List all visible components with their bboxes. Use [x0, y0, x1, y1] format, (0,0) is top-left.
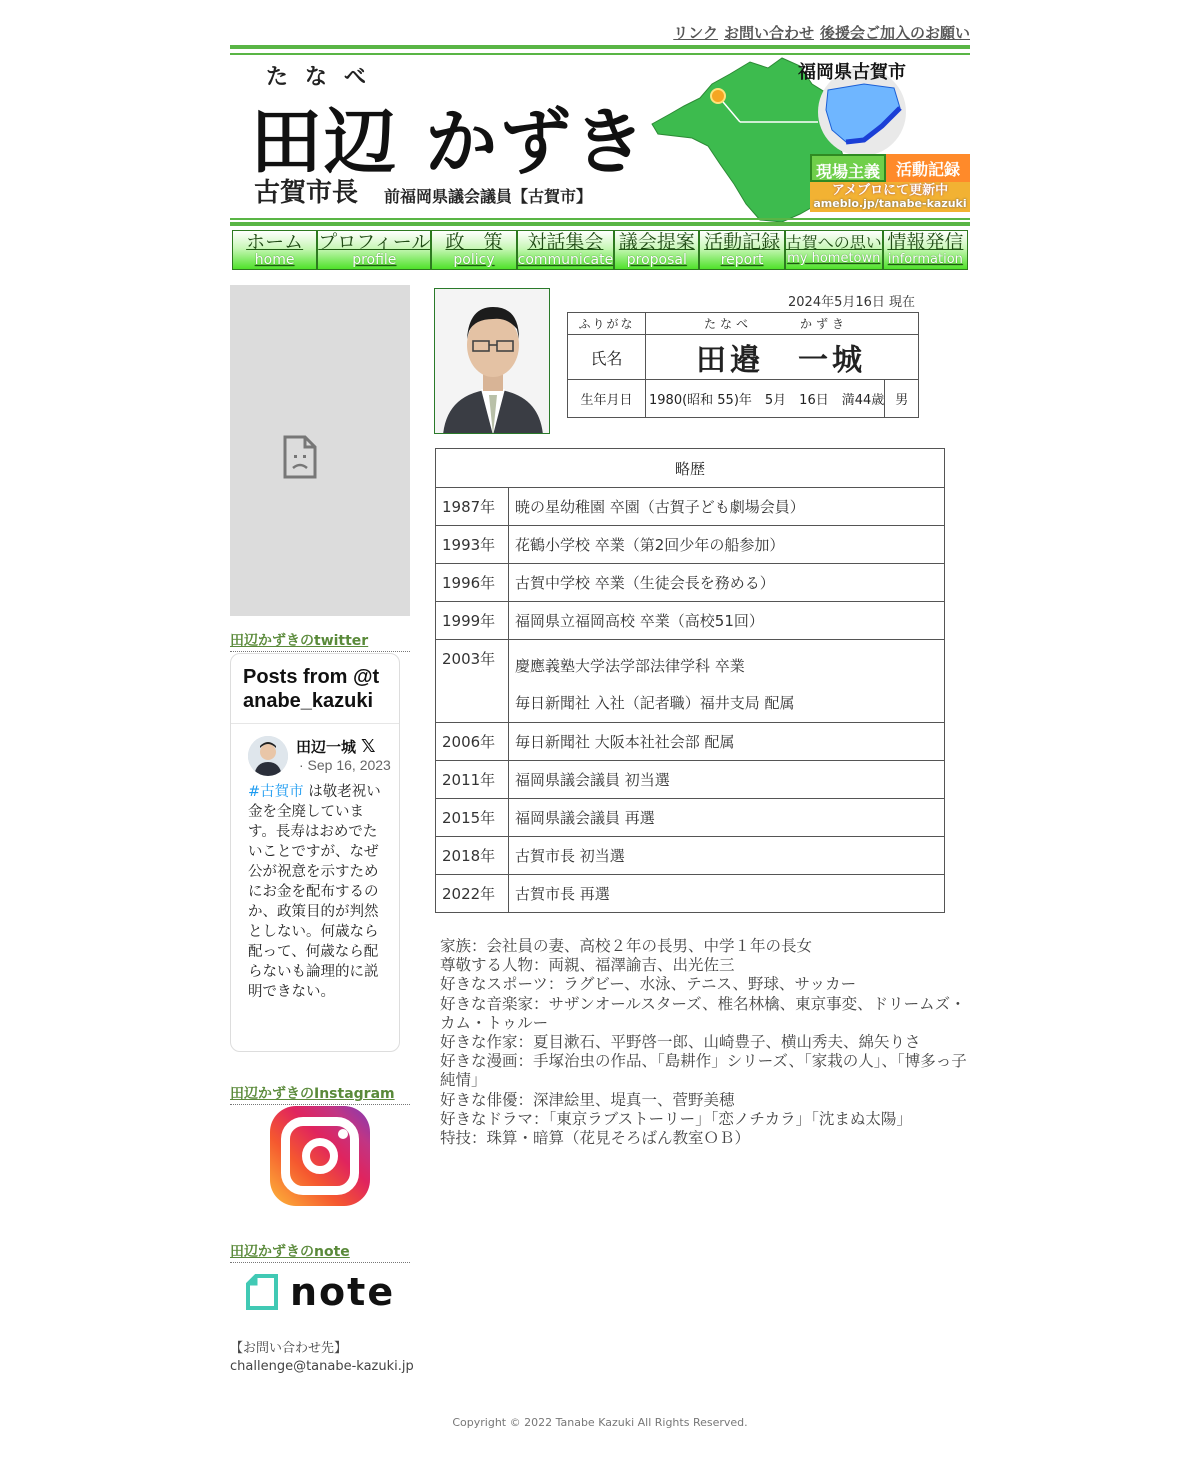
nav-proposal[interactable]: [614, 230, 699, 270]
career-year: 2006年: [436, 723, 509, 761]
note-logo[interactable]: [246, 1270, 395, 1314]
nav-label: 活動記録: [704, 231, 781, 253]
copyright-footer: Copyright © 2022 Tanabe Kazuki All Rights Reserved.: [452, 1416, 748, 1429]
contact-info: [230, 1340, 414, 1376]
twitter-timeline[interactable]: [230, 653, 400, 1052]
tweet[interactable]: [231, 724, 399, 1000]
personal-line: 家族：会社員の妻、高校２年の長男、中学１年の長女: [440, 937, 813, 955]
personal-line: 好きな音楽家：サザンオールスターズ、椎名林檎、東京事変、ドリームズ・カム・トゥルー: [440, 994, 966, 1032]
career-text-line1: 慶應義塾大学法学部法律学科 卒業: [515, 657, 745, 675]
embed-placeholder: [230, 285, 410, 616]
career-text: 古賀市長 初当選: [509, 837, 945, 875]
career-text: 毎日新聞社 大阪本社社会部 配属: [509, 723, 945, 761]
profile-photo: [434, 288, 550, 434]
career-text: [509, 640, 945, 723]
career-year: 1999年: [436, 602, 509, 640]
career-text: 暁の星幼稚園 卒園（古賀子ども劇場会員）: [509, 488, 945, 526]
personal-info: [440, 937, 975, 1148]
career-year: 1996年: [436, 564, 509, 602]
nav-label: 政 策: [445, 231, 503, 253]
portrait-photo: [435, 289, 550, 434]
title-previous: 前福岡県議会議員【古賀市】: [384, 187, 593, 206]
furigana-label: ふりがな: [568, 313, 646, 335]
avatar-portrait-icon: [248, 736, 288, 776]
site-logo-name: 田辺 かずき: [250, 99, 648, 184]
twitter-timeline-title: Posts from @tanabe_kazuki: [231, 654, 399, 724]
link-contact[interactable]: お問い合わせ: [723, 24, 814, 42]
twitter-heading[interactable]: 田辺かずきのtwitter: [230, 630, 410, 652]
career-table: [435, 448, 945, 913]
link-supporters[interactable]: 後援会ご加入のお願い: [819, 24, 970, 42]
name-value: 田邉 一城: [646, 335, 919, 380]
table-row: [436, 488, 945, 526]
profile-card: [567, 312, 919, 418]
note-wordmark: note: [290, 1270, 396, 1314]
nav-communicate[interactable]: [517, 230, 615, 270]
header-rule-bottom: [230, 222, 970, 226]
title-mayor: 古賀市長: [254, 178, 359, 208]
nav-sublabel: report: [720, 252, 764, 268]
contact-email[interactable]: challenge@tanabe-kazuki.jp: [230, 1359, 414, 1374]
nav-label: ホーム: [246, 231, 304, 253]
career-text: 福岡県議会議員 初当選: [509, 761, 945, 799]
nav-label: 古賀への思い: [785, 233, 882, 252]
career-heading: 略歴: [436, 449, 945, 488]
personal-line: 好きなスポーツ：ラグビー、水泳、テニス、野球、サッカー: [440, 975, 857, 994]
personal-line: 好きな漫画：手塚治虫の作品、「島耕作」シリーズ、「家栽の人」、「博多っ子純情」: [440, 1052, 967, 1090]
career-year: 2022年: [436, 875, 509, 913]
table-row: [436, 564, 945, 602]
nav-label: プロフィール: [318, 231, 431, 253]
nav-sublabel: information: [887, 252, 963, 267]
name-furigana: たなべ: [266, 65, 384, 90]
table-row: [436, 761, 945, 799]
site-header[interactable]: [230, 54, 970, 220]
nav-home[interactable]: [232, 230, 317, 270]
contact-label: 【お問い合わせ先】: [230, 1341, 348, 1356]
tweet-body: は敬老祝い金を全廃しています。長寿はおめでたいことですが、なぜ公が祝意を示すためにお金を配布するのか、政策目的が判然としない。何歳なら配って、何歳なら配らないも論理的に説明できない。: [248, 784, 381, 1000]
personal-line: 好きなドラマ：「東京ラブストーリー」「恋ノチカラ」「沈まぬ太陽」: [440, 1109, 912, 1128]
career-text: 福岡県立福岡高校 卒業（高校51回）: [509, 602, 945, 640]
name-label: 氏名: [568, 335, 646, 380]
header-rule-bottom-thin: [230, 218, 970, 220]
tweet-date[interactable]: · Sep 16, 2023: [299, 757, 391, 773]
as-of-date: 2024年5月16日 現在: [788, 295, 916, 310]
career-year: 1987年: [436, 488, 509, 526]
birth-value: 1980(昭和 55)年 5月 16日 満44歳: [646, 380, 885, 418]
birth-label: 生年月日: [568, 380, 646, 418]
career-year: 1993年: [436, 526, 509, 564]
table-row: [436, 526, 945, 564]
nav-sublabel: policy: [453, 252, 495, 268]
nav-sublabel: home: [254, 252, 295, 268]
instagram-icon[interactable]: [270, 1106, 370, 1206]
ameblo-banner-url: ameblo.jp/tanabe-kazuki: [813, 197, 967, 210]
link-links[interactable]: リンク: [673, 24, 718, 42]
tweet-author[interactable]: 田辺一城: [296, 738, 357, 756]
prefecture-label: 福岡県古賀市: [798, 62, 906, 83]
nav-sublabel: communicate: [517, 252, 614, 268]
ameblo-banner-line1: アメブロにて更新中: [831, 183, 949, 198]
furigana-value: たなべ かずき: [646, 313, 919, 335]
ameblo-banner[interactable]: [810, 154, 970, 212]
career-text: 古賀市長 再選: [509, 875, 945, 913]
table-row: [436, 640, 945, 723]
table-row: [436, 602, 945, 640]
instagram-heading[interactable]: 田辺かずきのInstagram: [230, 1083, 410, 1105]
nav-profile[interactable]: [317, 230, 431, 270]
career-year: 2011年: [436, 761, 509, 799]
sex-value: 男: [885, 380, 919, 418]
nav-label: 議会提案: [618, 231, 695, 253]
nav-report[interactable]: [699, 230, 784, 270]
nav-information[interactable]: [883, 230, 968, 270]
nav-sublabel: my hometown: [787, 251, 881, 266]
table-row: [436, 837, 945, 875]
ameblo-banner-tag2: 活動記録: [886, 154, 970, 182]
nav-label: 対話集会: [527, 231, 604, 253]
note-document-icon: [246, 1274, 278, 1310]
avatar[interactable]: [248, 736, 288, 776]
nav-sublabel: profile: [352, 252, 397, 268]
tweet-text: [248, 782, 384, 1002]
hashtag-link[interactable]: #古賀市: [248, 784, 304, 800]
main-nav: [232, 230, 968, 270]
ameblo-banner-tag1: 現場主義: [810, 154, 886, 182]
career-text: 花鶴小学校 卒業（第2回少年の船参加）: [509, 526, 945, 564]
table-row: [436, 723, 945, 761]
table-row: [436, 799, 945, 837]
nav-policy[interactable]: [431, 230, 516, 270]
header-rule-top: [230, 45, 970, 49]
career-year: 2018年: [436, 837, 509, 875]
personal-line: 特技：珠算・暗算（花見そろばん教室ＯＢ）: [440, 1129, 751, 1148]
table-row: [436, 875, 945, 913]
personal-line: 好きな作家：夏目漱石、平野啓一郎、山崎豊子、横山秀夫、綿矢りさ: [440, 1033, 921, 1052]
career-text: 古賀中学校 卒業（生徒会長を務める）: [509, 564, 945, 602]
nav-sublabel: proposal: [626, 252, 687, 268]
personal-line: 尊敬する人物：両親、福澤諭吉、出光佐三: [440, 956, 735, 975]
career-year: 2003年: [436, 640, 509, 723]
x-logo-icon[interactable]: 𝕏: [361, 736, 376, 757]
nav-label: 情報発信: [887, 231, 964, 253]
career-text: 福岡県議会議員 再選: [509, 799, 945, 837]
nav-hometown[interactable]: [785, 230, 883, 270]
broken-document-icon: [283, 435, 317, 479]
career-year: 2015年: [436, 799, 509, 837]
personal-line: 好きな俳優：深津絵里、堤真一、菅野美穂: [440, 1090, 735, 1109]
career-text-line2: 毎日新聞社 入社（記者職）福井支局 配属: [515, 694, 795, 712]
top-links: [673, 22, 970, 43]
note-heading[interactable]: 田辺かずきのnote: [230, 1241, 410, 1263]
